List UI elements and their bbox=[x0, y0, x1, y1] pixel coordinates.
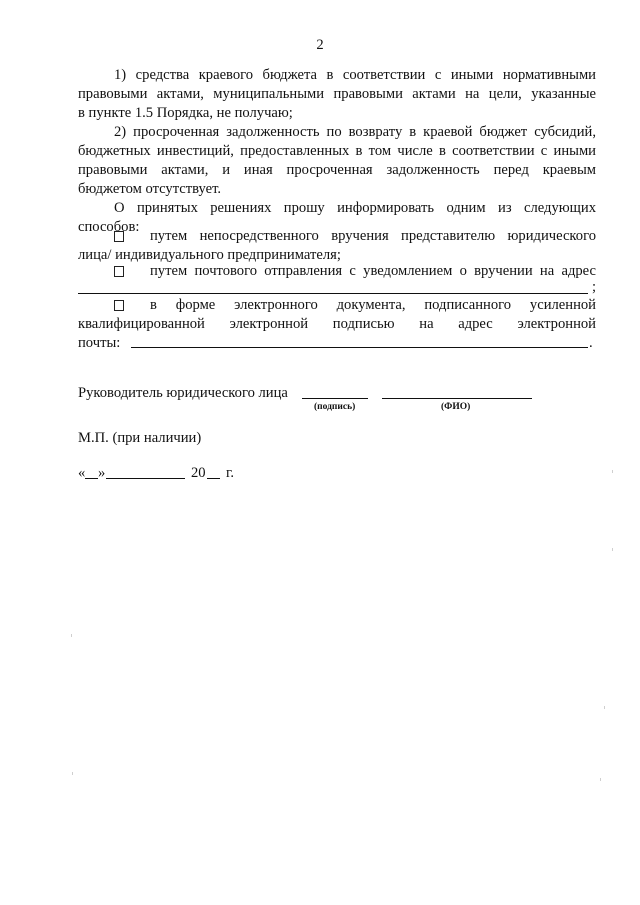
date-day-line[interactable] bbox=[85, 478, 98, 479]
date-year-suffix: г. bbox=[226, 465, 234, 481]
option2-end: ; bbox=[592, 279, 597, 295]
option3-checkbox[interactable] bbox=[114, 300, 124, 311]
para2-line2: бюджетных инвестиций, предоставленных в том числе в соответствии с иными bbox=[78, 143, 596, 159]
date-month-line[interactable] bbox=[106, 478, 185, 479]
option3-email-label: почты: bbox=[78, 335, 121, 351]
date-close-quote: » bbox=[98, 465, 106, 481]
scan-speck bbox=[600, 778, 601, 781]
page-number: 2 bbox=[316, 37, 324, 53]
para2-line1: 2) просроченная задолженность по возврату в краевой бюджет субсидий, bbox=[114, 124, 596, 140]
signature-line[interactable] bbox=[302, 398, 368, 399]
option1-line1: путем непосредственного вручения представителю юридического bbox=[150, 228, 596, 244]
signature-caption: (подпись) bbox=[314, 402, 356, 412]
date-year-line[interactable] bbox=[207, 478, 220, 479]
date-year-prefix: 20 bbox=[191, 465, 206, 481]
stamp-note: М.П. (при наличии) bbox=[78, 430, 202, 446]
date-open-quote: « bbox=[78, 465, 86, 481]
para3-line1: О принятых решениях прошу информировать одним из следующих bbox=[114, 200, 596, 216]
para3-line2: способов: bbox=[78, 219, 140, 235]
name-line[interactable] bbox=[382, 398, 532, 399]
scan-speck bbox=[612, 548, 613, 551]
option1-line2: лица/ индивидуального предпринимателя; bbox=[78, 247, 341, 263]
para1-line2: правовыми актами, муниципальными правовыми актами на цели, указанные bbox=[78, 86, 596, 102]
option3-line1: в форме электронного документа, подписанного усиленной bbox=[150, 297, 596, 313]
para1-line3: в пункте 1.5 Порядка, не получаю; bbox=[78, 105, 293, 121]
option2-checkbox[interactable] bbox=[114, 266, 124, 277]
scan-speck bbox=[612, 470, 613, 473]
option3-end: . bbox=[589, 335, 593, 351]
option1-checkbox[interactable] bbox=[114, 231, 124, 242]
email-input-line[interactable] bbox=[131, 347, 588, 348]
address-input-line[interactable] bbox=[78, 293, 588, 294]
para2-line4: бюджетом отсутствует. bbox=[78, 181, 222, 197]
option2-line1: путем почтового отправления с уведомлением о вручении на адрес bbox=[150, 263, 596, 279]
signature-label: Руководитель юридического лица bbox=[78, 385, 288, 401]
para2-line3: правовыми актами, и иная просроченная задолженность перед краевым bbox=[78, 162, 596, 178]
scan-speck bbox=[604, 706, 605, 709]
name-caption: (ФИО) bbox=[441, 402, 471, 412]
para1-line1: 1) средства краевого бюджета в соответствии с иными нормативными bbox=[114, 67, 596, 83]
scan-speck bbox=[72, 772, 73, 775]
option3-line2: квалифицированной электронной подписью на адрес электронной bbox=[78, 316, 596, 332]
scan-speck bbox=[71, 634, 72, 637]
